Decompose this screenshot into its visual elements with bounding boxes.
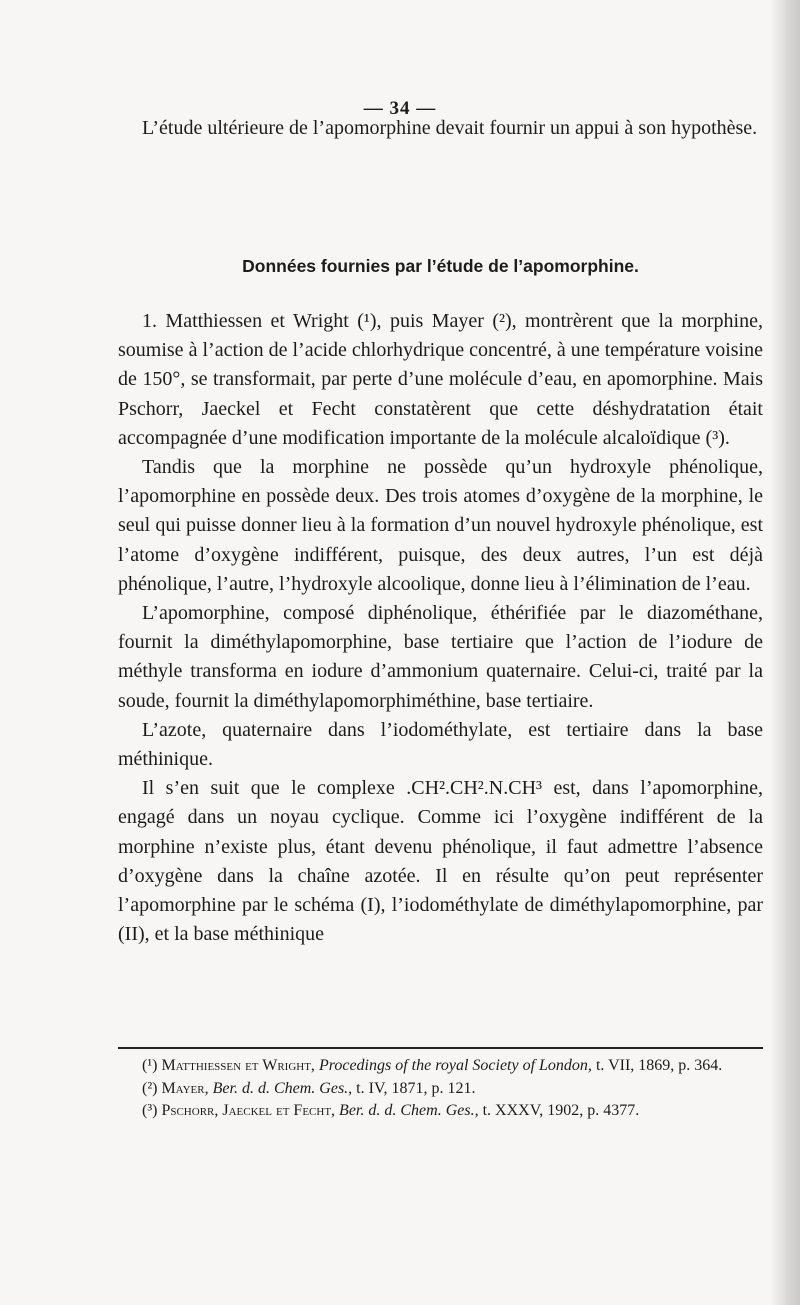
footnote-mark: (¹): [142, 1057, 158, 1074]
footnote-authors: Matthiessen et Wright,: [161, 1057, 315, 1074]
footnote-title: Procedings of the royal Society of London,: [318, 1057, 592, 1074]
paragraph-1: 1. Matthiessen et Wright (¹), puis Mayer (²), montrèrent que la morphine, soumise à l’action de l’acide chlorhydrique concentré, à une température voisine de 150°, se transformait, par perte d’une molécule d’eau, en apomorphine. Mais Pschorr, Jaeckel et Fecht constatèrent que cette déshydratation était accompagnée d’une modification importante de la molécule alcaloïdique (³).: [118, 310, 763, 449]
footnote-mark: (²): [142, 1079, 158, 1097]
intro-paragraph: [118, 114, 763, 143]
footnote-authors: Pschorr, Jaeckel et Fecht,: [161, 1102, 336, 1119]
footnote-authors: Mayer,: [161, 1079, 209, 1097]
footnote-rule: [118, 1047, 763, 1049]
footnote-title: Ber. d. d. Chem. Ges.,: [212, 1079, 353, 1097]
intro-text: L’étude ultérieure de l’apomorphine devait fournir un appui à son hypothèse.: [142, 117, 758, 139]
footnotes: [118, 1055, 763, 1123]
footnote-reference: t. VII, 1869, p. 364.: [595, 1057, 723, 1074]
paragraph-5: Il s’en suit que le complexe .CH².CH².N.CH³ est, dans l’apomorphine, engagé dans un noyau cyclique. Comme ici l’oxygène indifférent de la morphine n’existe plus, étant devenu phénolique, il faut admettre l’absence d’oxygène dans la chaîne azotée. Il en résulte qu’on peut représenter l’apomorphine par le schéma (I), l’iodométhylate de diméthylapomorphine, par (II), et la base méthinique: [118, 777, 763, 946]
footnote-reference: t. IV, 1871, p. 121.: [356, 1079, 476, 1097]
page-edge-shadow: [770, 0, 800, 1305]
footnote-reference: t. XXXV, 1902, p. 4377.: [482, 1102, 640, 1119]
paragraph-4: L’azote, quaternaire dans l’iodométhylate, est tertiaire dans la base méthinique.: [118, 718, 763, 771]
footnote-mark: (³): [142, 1102, 158, 1119]
paragraph-2: Tandis que la morphine ne possède qu’un hydroxyle phénolique, l’apomorphine en possède deux. Des trois atomes d’oxygène de la morphine, le seul qui puisse donner lieu à la formation d’un nouvel hydroxyle phénolique, est l’atome d’oxygène indifférent, puisque, des deux autres, l’un est déjà phénolique, l’autre, l’hydroxyle alcoolique, donne lieu à l’élimination de l’eau.: [118, 456, 763, 595]
footnote-2: [118, 1078, 763, 1101]
footnote-title: Ber. d. d. Chem. Ges.,: [339, 1102, 479, 1119]
body-text: [118, 307, 763, 949]
page-number: — 34 —: [363, 98, 437, 119]
paragraph-3: L’apomorphine, composé diphénolique, éthérifiée par le diazométhane, fournit la diméthylapomorphine, base tertiaire que l’action de l’iodure de méthyle transforma en iodure d’ammonium quaternaire. Celui-ci, traité par la soude, fournit la diméthylapomorphiméthine, base tertiaire.: [118, 602, 763, 712]
section-heading: Données fournies par l’étude de l’apomorphine.: [242, 256, 639, 276]
footnote-1: [118, 1055, 763, 1078]
footnote-3: [118, 1100, 763, 1123]
